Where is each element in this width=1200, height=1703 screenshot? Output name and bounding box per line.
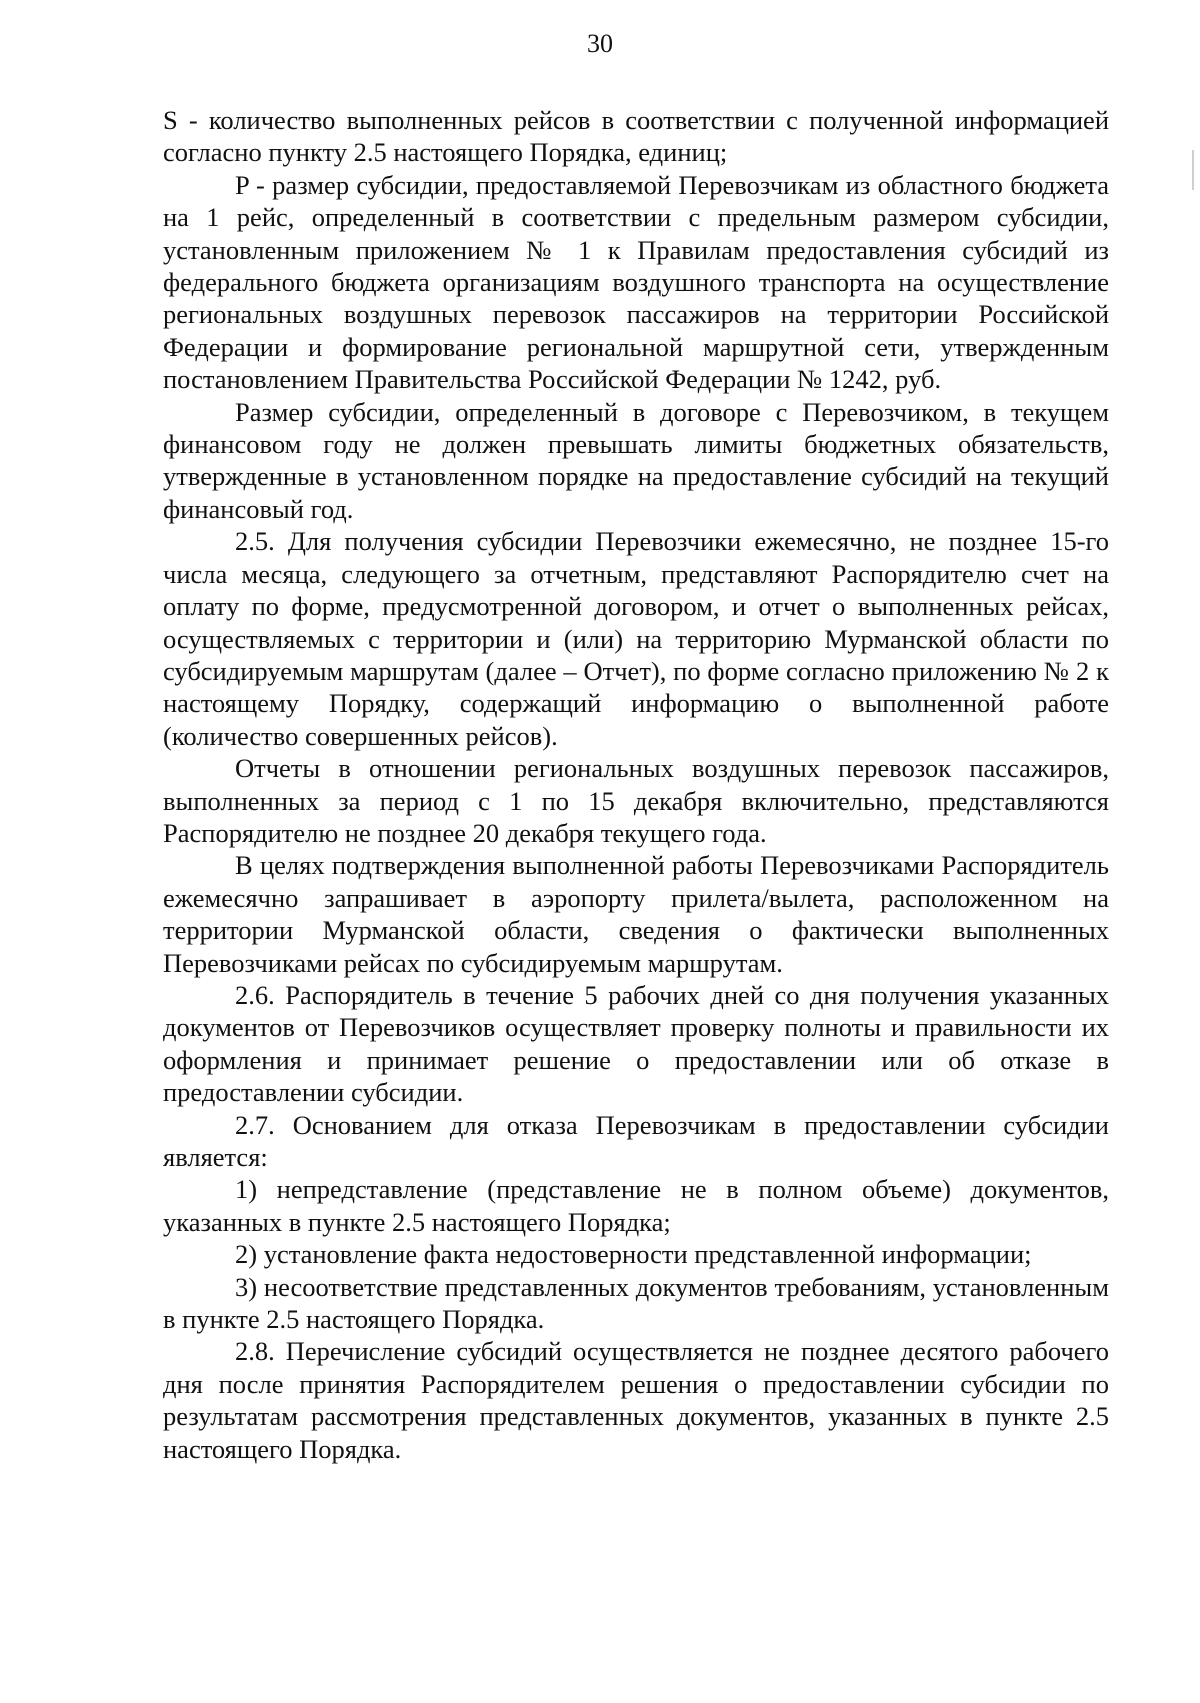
paragraph-s-definition: S - количество выполненных рейсов в соответствии с полученной информацией согласно пункту 2.5 настоящего Порядка, единиц;: [163, 105, 1109, 168]
paragraph-reports-december: Отчеты в отношении региональных воздушных перевозок пассажиров, выполненных за период с 1 по 15 декабря включительно, представляются Распорядителю не позднее 20 декабря текущего года.: [163, 753, 1109, 848]
list-item-refusal-2: 2) установление факта недостоверности представленной информации;: [235, 1239, 1032, 1270]
paragraph-2-6: 2.6. Распорядитель в течение 5 рабочих дней со дня получения указанных документов от Перевозчиков осуществляет проверку полноты и правильности их оформления и принимает решение о предоставлении или об отказе в предоставлении субсидии.: [163, 979, 1109, 1108]
scan-edge-mark: [1192, 150, 1194, 190]
document-body: [163, 104, 1109, 1465]
list-item-refusal-1: 1) непредставление (представление не в полном объеме) документов, указанных в пункте 2.5 настоящего Порядка;: [163, 1174, 1109, 1237]
paragraph-2-8: 2.8. Перечисление субсидий осуществляется не позднее десятого рабочего дня после принятия Распорядителем решения о предоставлении субсидии по результатам рассмотрения представленных документов, указанных в пункте 2.5 настоящего Порядка.: [163, 1336, 1109, 1464]
paragraph-2-5: 2.5. Для получения субсидии Перевозчики ежемесячно, не позднее 15-го числа месяца, следующего за отчетным, представляют Распорядителю счет на оплату по форме, предусмотренной договором, и отчет о выполненных рейсах, осуществляемых с территории и (или) на территорию Мурманской области по субсидируемым маршрутам (далее – Отчет), по форме согласно приложению № 2 к настоящему Порядку, содержащий информацию о выполненной работе (количество совершенных рейсов).: [163, 526, 1109, 751]
page-number: 30: [587, 29, 613, 58]
paragraph-subsidy-limit: Размер субсидии, определенный в договоре с Перевозчиком, в текущем финансовом году не должен превышать лимиты бюджетных обязательств, утвержденные в установленном порядке на предоставление субсидий на текущий финансовый год.: [163, 396, 1109, 524]
paragraph-p-definition: P - размер субсидии, предоставляемой Перевозчикам из областного бюджета на 1 рейс, определенный в соответствии с предельным размером субсидии, установленным приложением № 1 к Правилам предоставления субсидий из федерального бюджета организациям воздушного транспорта на осуществление региональных воздушных перевозок пассажиров на территории Российской Федерации и формирование региональной маршрутной сети, утвержденным постановлением Правительства Российской Федерации № 1242, руб.: [163, 169, 1109, 395]
paragraph-confirmation: В целях подтверждения выполненной работы Перевозчиками Распорядитель ежемесячно запрашивает в аэропорту прилета/вылета, расположенном на территории Мурманской области, сведения о фактически выполненных Перевозчиками рейсах по субсидируемым маршрутам.: [163, 850, 1109, 978]
paragraph-2-7: 2.7. Основанием для отказа Перевозчикам в предоставлении субсидии является:: [163, 1109, 1109, 1172]
list-item-refusal-3: 3) несоответствие представленных документов требованиям, установленным в пункте 2.5 настоящего Порядка.: [163, 1271, 1109, 1335]
